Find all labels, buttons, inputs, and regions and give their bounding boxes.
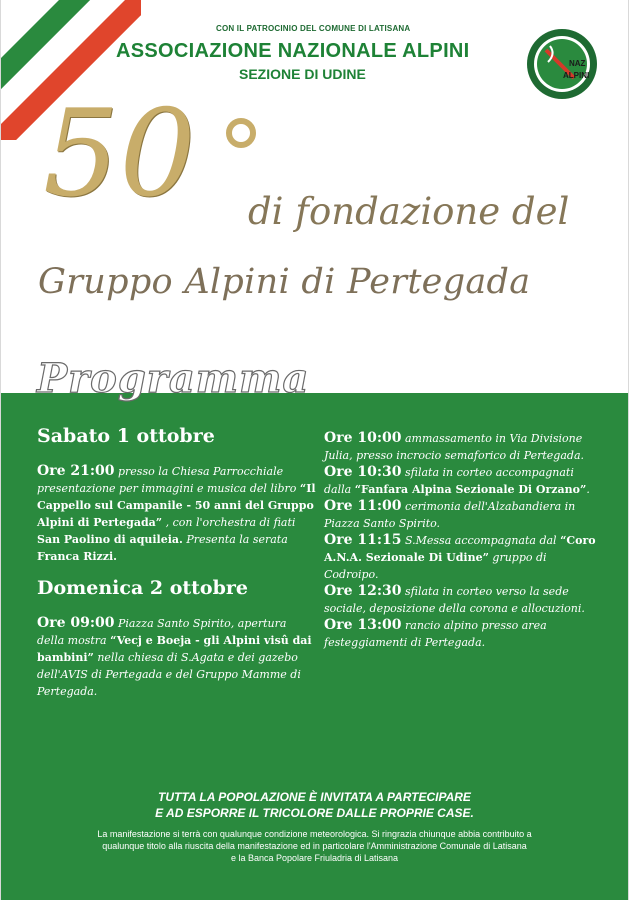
sunday-event: Ore 09:00 Piazza Santo Spirito, apertura della mostra “Vecj e Boeja - gli Alpini visû dai bambini” nella chiesa di S.Agata e dei gazebo dell'AVIS di Pertegada e del Gruppo Mamme di Pertegada. xyxy=(37,615,312,698)
schedule-item: Ore 12:30 sfilata in corteo verso la sede sociale, deposizione della corona e allocuzioni. xyxy=(324,583,585,615)
section-name: SEZIONE DI UDINE xyxy=(239,66,366,82)
degree-circle xyxy=(226,118,256,148)
saturday-event: Ore 21:00 presso la Chiesa Parrocchiale presentazione per immagini e musica del libro “Il Cappello sul Campanile - 50 anni del Gruppo Alpini di Pertegada” , con l'orchestra di fiati San Paolino di aquileia. Presenta la serata Franca Rizzi. xyxy=(37,463,316,563)
fifty-number: 50 xyxy=(43,85,196,224)
schedule-item: Ore 10:00 ammassamento in Via Divisione Julia, presso incrocio semaforico di Pertegada. xyxy=(324,430,584,462)
sunday-heading: Domenica 2 ottobre xyxy=(37,577,248,599)
schedule-item: Ore 13:00 rancio alpino presso area festeggiamenti di Pertegada. xyxy=(324,617,547,649)
schedule-item: Ore 10:30 sfilata in corteo accompagnati dalla “Fanfara Alpina Sezionale Di Orzano”. xyxy=(324,464,590,496)
schedule-item: Ore 11:15 S.Messa accompagnata dal “Coro A.N.A. Sezionale Di Udine” gruppo di Codroipo. xyxy=(324,532,596,581)
schedule-item: Ore 11:00 cerimonia dell'Alzabandiera in Piazza Santo Spirito. xyxy=(324,498,576,530)
patronage-text: CON IL PATROCINIO DEL COMUNE DI LATISANA xyxy=(216,24,411,33)
footer-note: La manifestazione si terrà con qualunque condizione meteorologica. Si ringrazia chiunque abbia contribuito a qualunque titolo alla riuscita della manifestazione ed in particolare l'Amministrazione Comunale di Latisana e la Banca Popolare Friuladria di Latisana xyxy=(97,829,532,863)
programma-heading: Programma xyxy=(37,355,310,402)
invitation-text: TUTTA LA POPOLAZIONE È INVITATA A PARTECIPARE E AD ESPORRE IL TRICOLORE DALLE PROPRIE CASE. xyxy=(155,790,474,820)
svg-text:NAZ: NAZ xyxy=(569,59,586,68)
association-name: ASSOCIAZIONE NAZIONALE ALPINI xyxy=(116,40,470,62)
right-column xyxy=(324,430,604,651)
left-column xyxy=(37,423,317,700)
title-line-2: Gruppo Alpini di Pertegada xyxy=(38,262,531,302)
title-line-1: di fondazione del xyxy=(248,190,570,233)
ana-logo-icon xyxy=(526,28,598,100)
saturday-heading: Sabato 1 ottobre xyxy=(37,425,215,447)
svg-text:ALPINI: ALPINI xyxy=(563,71,590,80)
